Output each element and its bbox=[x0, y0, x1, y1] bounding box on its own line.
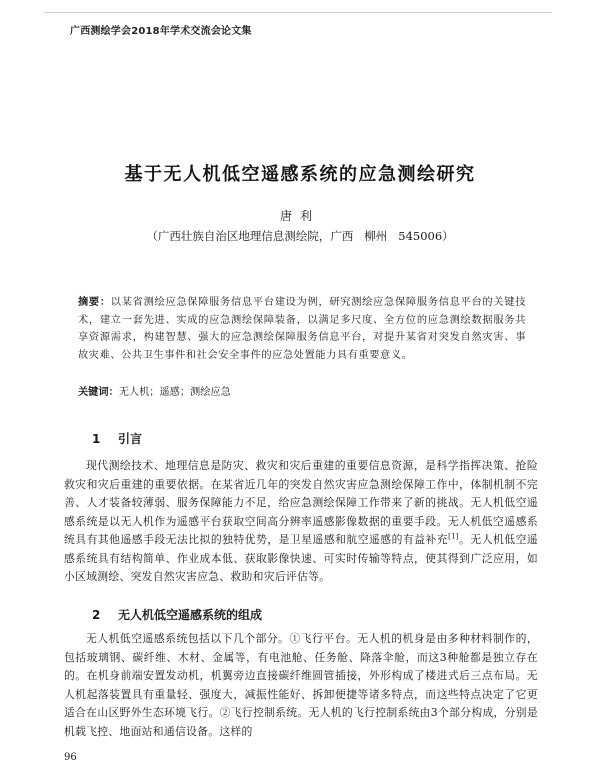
section-heading-introduction bbox=[92, 430, 142, 447]
keywords-label: 关键词： bbox=[78, 387, 119, 398]
paragraph-text: 无人机低空遥感系统包括以下几个部分。①飞行平台。无人机的机身是由多种材料制作的，包括玻璃钢、碳纤维、木材、金属等，有电池舱、任务舱、降落伞舱，而这3种舱都是独立存在的。在机身前端安置发动机，机翼旁边直接碳纤维圆管插接，外形构成了楼进式后三点布局。无人机起落装置具有重量轻、强度大，减振性能好、拆卸便捷等诸多特点，而这些特点决定了它更适合在山区野外生态环境飞行。②飞行控制系统。无人机的飞行控制系统由3个部分构成，分别是机载飞控、地面站和通信设备。这样的 bbox=[64, 632, 538, 738]
introduction-paragraph bbox=[64, 457, 538, 587]
section-heading-composition bbox=[92, 606, 262, 623]
author-affiliation: （广西壮族自治区地理信息测绘院，广西 柳州 545006） bbox=[146, 229, 454, 243]
keywords bbox=[78, 384, 526, 401]
abstract bbox=[78, 294, 526, 364]
paragraph-text: 。无人机低空遥感系统具有结构简单、作业成本低、获取影像快速、可实时传输等特点，使其得到广泛应用，如小区域测绘、突发自然灾害应急、救助和灾后评估等。 bbox=[64, 533, 538, 583]
running-header: 广西测绘学会2018年学术交流会论文集 bbox=[70, 26, 252, 37]
paper-title: 基于无人机低空遥感系统的应急测绘研究 bbox=[124, 164, 476, 185]
header-rule bbox=[44, 12, 552, 13]
section-number: 2 bbox=[92, 608, 101, 622]
citation: [1] bbox=[448, 532, 459, 541]
keywords-text: 无人机；遥感；测绘应急 bbox=[118, 387, 231, 398]
section-title: 无人机低空遥感系统的组成 bbox=[118, 608, 263, 622]
section-title: 引言 bbox=[118, 432, 143, 446]
paragraph-text: 现代测绘技术、地理信息是防灾、救灾和灾后重建的重要信息资源，是科学指挥决策、抢险救灾和灾后重建的重要依据。在某省近几年的突发自然灾害应急测绘保障工作中，体制机制不完善、人才装备较薄弱、服务保障能力不足，给应急测绘保障工作带来了新的挑战。无人机低空遥感系统是以无人机作为遥感平台获取空间高分辨率遥感影像数据的重要手段。无人机低空遥感系统具有其他遥感手段无法比拟的独特优势，是卫星遥感和航空遥感的有益补充 bbox=[64, 459, 538, 546]
section-number: 1 bbox=[92, 432, 101, 446]
composition-paragraph bbox=[64, 630, 538, 741]
author-name: 唐利 bbox=[279, 209, 320, 223]
page-number: 96 bbox=[64, 752, 77, 763]
abstract-text: 以某省测绘应急保障服务信息平台建设为例，研究测绘应急保障服务信息平台的关键技术，建立一套先进、实成的应急测绘保障装备，以满足多尺度、全方位的应急测绘数据服务共享资源需求，构建智慧、强大的应急测绘保障服务信息平台，对提升某省对突发自然灾害、事故灾难、公共卫生事件和社会安全事件的应急处置能力具有重要意义。 bbox=[78, 297, 526, 361]
abstract-label: 摘要： bbox=[78, 297, 111, 308]
